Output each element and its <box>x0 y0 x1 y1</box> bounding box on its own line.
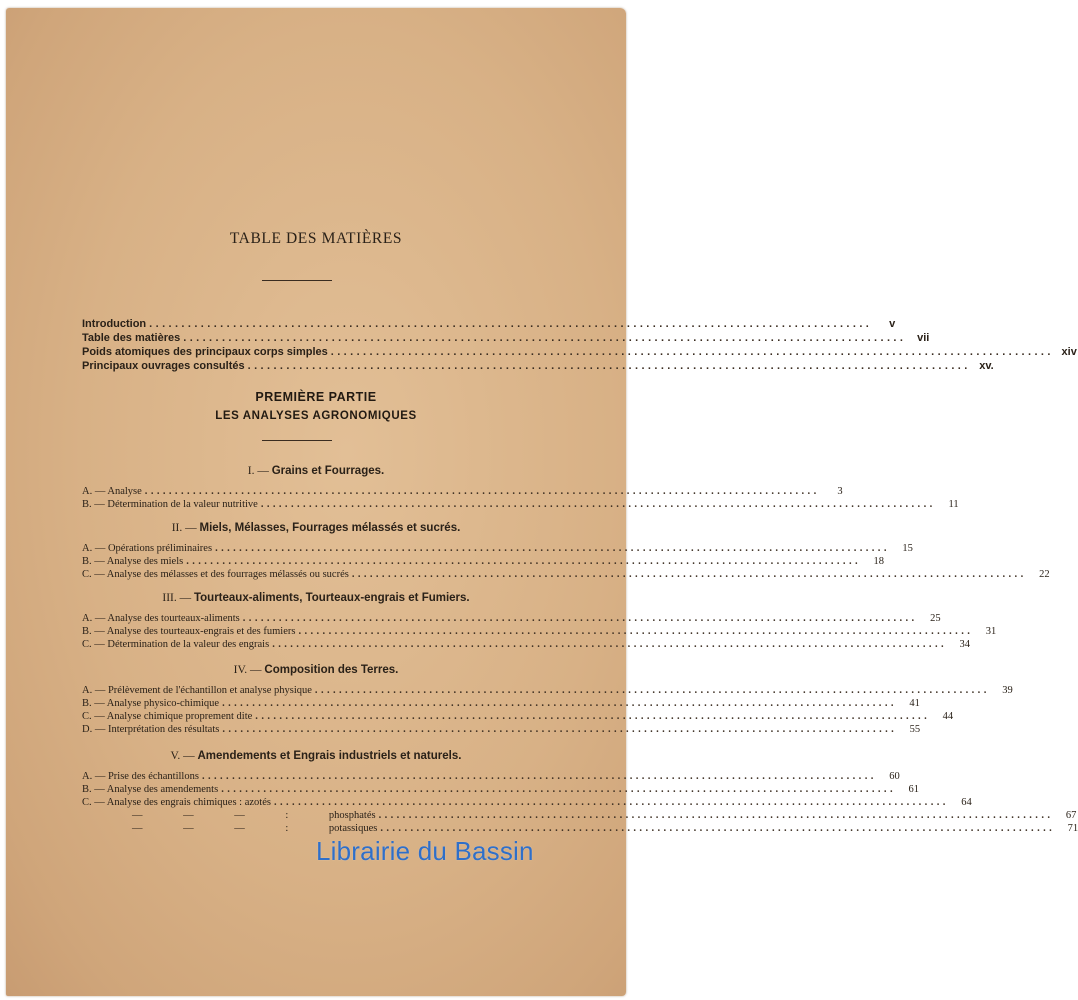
toc-entry: — — — : potassiques ................................................................................................................ 71 <box>132 823 1078 834</box>
toc-entry: C. — Détermination de la valeur des engrais ................................................................................................................ 34 <box>82 639 971 650</box>
part-subtitle: LES ANALYSES AGRONOMIQUES <box>215 410 417 422</box>
section-heading-4: IV. — Composition des Terres. <box>233 664 399 676</box>
page-title: TABLE DES MATIÈRES <box>229 230 403 247</box>
section-heading-5: V. — Amendements et Engrais industriels et naturels. <box>170 750 462 762</box>
part-rule <box>262 440 332 441</box>
toc-entry-table-des-matieres: Table des matières ................................................................................................................ vii <box>82 332 930 344</box>
toc-entry: A. — Analyse ................................................................................................................ 3 <box>82 486 843 497</box>
toc-entry: B. — Analyse des tourteaux-engrais et des fumiers ................................................................................................................ 31 <box>82 626 997 637</box>
title-rule <box>262 280 332 281</box>
toc-entry: B. — Détermination de la valeur nutritive ................................................................................................................ 11 <box>82 499 959 510</box>
section-heading-3: III. — Tourteaux-aliments, Tourteaux-engrais et Fumiers. <box>162 592 470 604</box>
toc-entry-poids-atomiques: Poids atomiques des principaux corps simples ................................................................................................................ xiv <box>82 346 1077 358</box>
toc-entry: A. — Opérations préliminaires ................................................................................................................ 15 <box>82 543 913 554</box>
toc-entry: C. — Analyse des engrais chimiques : azotés ................................................................................................................ 64 <box>82 797 972 808</box>
toc-entry-introduction: Introduction ................................................................................................................ v <box>82 318 896 330</box>
toc-entry: B. — Analyse des miels ................................................................................................................ 18 <box>82 556 885 567</box>
watermark-text: Librairie du Bassin <box>316 836 534 866</box>
section-heading-1: I. — Grains et Fourrages. <box>247 465 385 477</box>
toc-entry: D. — Interprétation des résultats ................................................................................................................ 55 <box>82 724 921 735</box>
toc-entry-ouvrages-consultes: Principaux ouvrages consultés ................................................................................................................ xv. <box>82 360 994 372</box>
section-heading-2: II. — Miels, Mélasses, Fourrages mélassés et sucrés. <box>171 522 461 534</box>
part-title: PREMIÈRE PARTIE <box>255 390 377 404</box>
toc-entry: A. — Prélèvement de l'échantillon et analyse physique ................................................................................................................ 39 <box>82 685 1013 696</box>
toc-entry: A. — Analyse des tourteaux-aliments ................................................................................................................ 25 <box>82 613 941 624</box>
toc-entry: B. — Analyse des amendements ................................................................................................................ 61 <box>82 784 919 795</box>
toc-entry: C. — Analyse chimique proprement dite ................................................................................................................ 44 <box>82 711 954 722</box>
toc-entry: — — — : phosphatés ................................................................................................................ 67 <box>132 810 1077 821</box>
toc-entry: A. — Prise des échantillons ................................................................................................................ 60 <box>82 771 900 782</box>
toc-entry: C. — Analyse des mélasses et des fourrages mélassés ou sucrés ................................................................................................................ 22 <box>82 569 1050 580</box>
toc-entry: B. — Analyse physico-chimique ................................................................................................................ 41 <box>82 698 920 709</box>
